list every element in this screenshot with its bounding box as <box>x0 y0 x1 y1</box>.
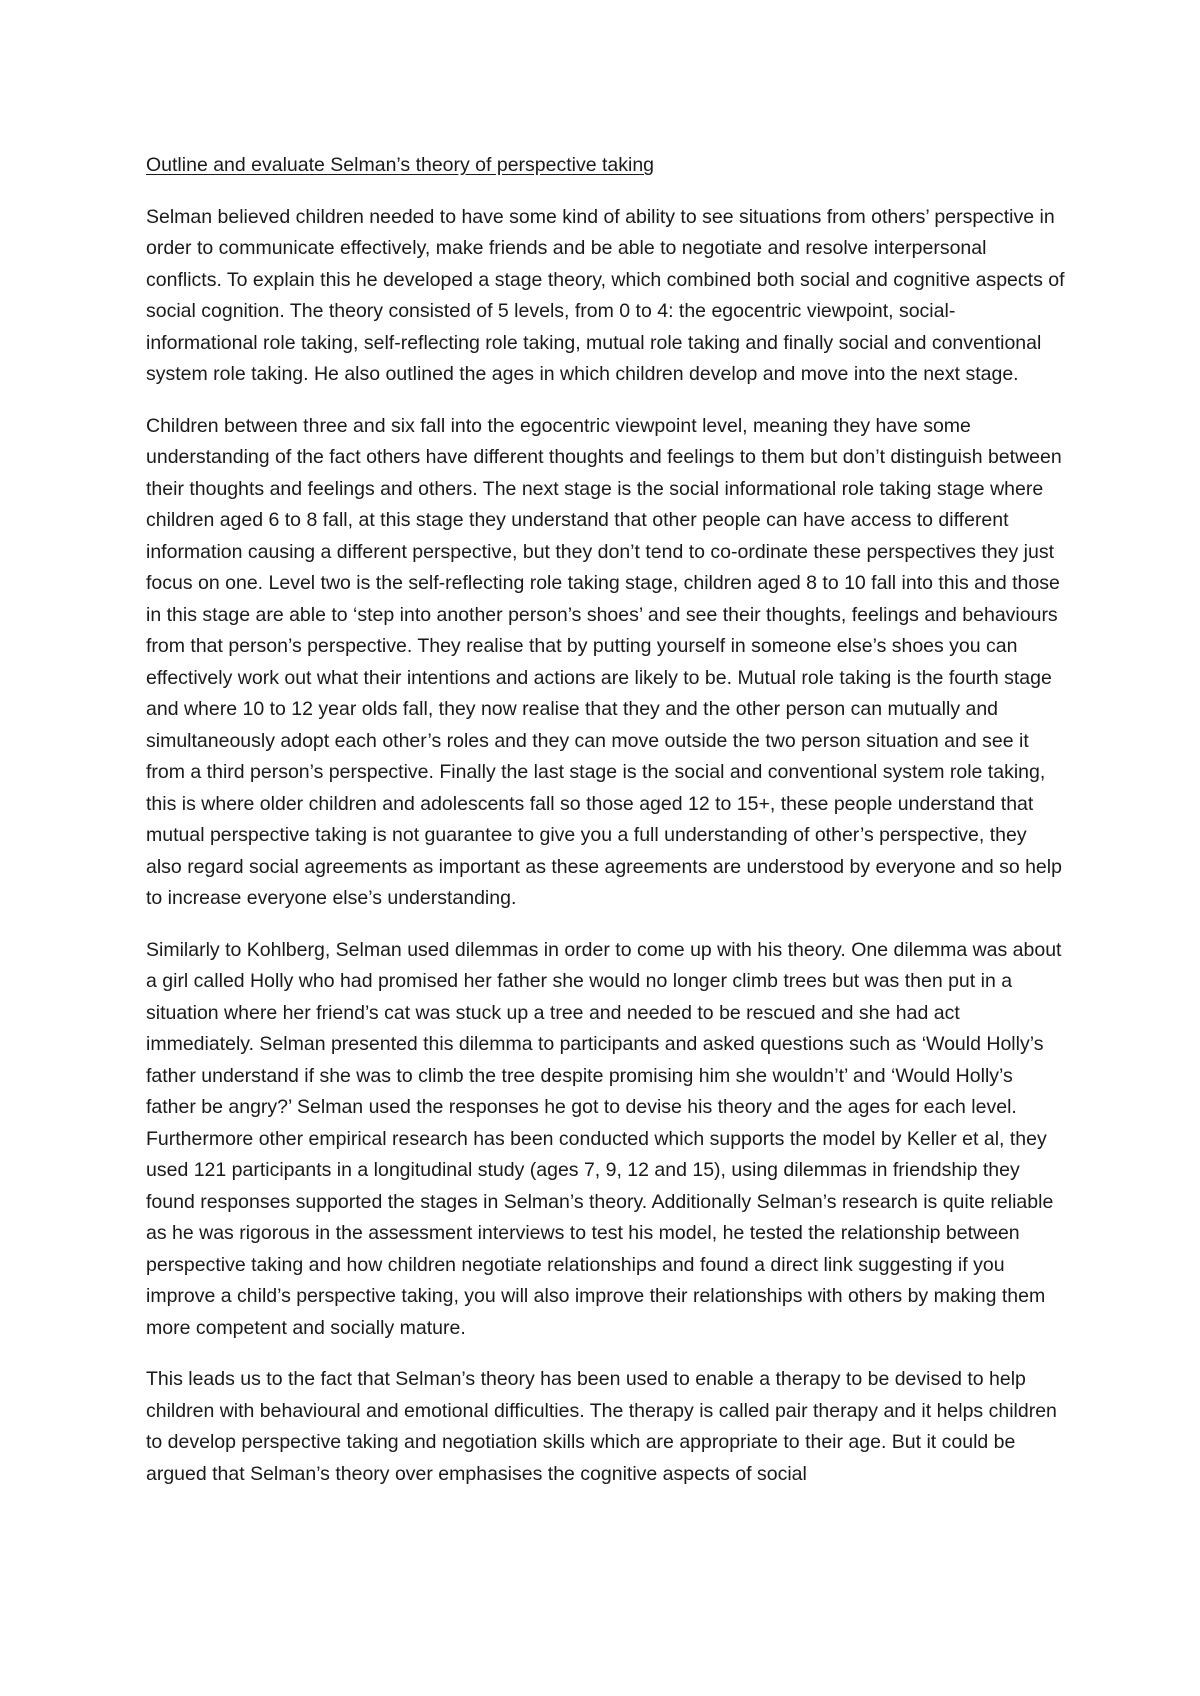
paragraph-therapy: This leads us to the fact that Selman’s theory has been used to enable a therapy to be devised to help children with behavioural and emotional difficulties. The therapy is called pair therapy and it helps children to develop perspective taking and negotiation skills which are appropriate to their age. But it could be argued that Selman’s theory over emphasises the cognitive aspects of social <box>146 1368 1057 1485</box>
document-title: Outline and evaluate Selman’s theory of perspective taking <box>146 154 655 176</box>
paragraph-evidence: Similarly to Kohlberg, Selman used dilemmas in order to come up with his theory. One dilemma was about a girl called Holly who had promised her father she would no longer climb trees but was then put in a situation where her friend’s cat was stuck up a tree and needed to be rescued and she had act immediately. Selman presented this dilemma to participants and asked questions such as ‘Would Holly’s father understand if she was to climb the tree despite promising him she wouldn’t’ and ‘Would Holly’s father be angry?’ Selman used the responses he got to devise his theory and the ages for each level. Furthermore other empirical research has been conducted which supports the model by Keller et al, they used 121 participants in a longitudinal study (ages 7, 9, 12 and 15), using dilemmas in friendship they found responses supported the stages in Selman’s theory. Additionally Selman’s research is quite reliable as he was rigorous in the assessment interviews to test his model, he tested the relationship between perspective taking and how children negotiate relationships and found a direct link suggesting if you improve a child’s perspective taking, you will also improve their relationships with others by making them more competent and socially mature. <box>146 938 1062 1339</box>
document-body <box>146 150 1066 1510</box>
paragraph-stages: Children between three and six fall into the egocentric viewpoint level, meaning they have some understanding of the fact others have different thoughts and feelings to them but don’t distinguish between their thoughts and feelings and others. The next stage is the social informational role taking stage where children aged 6 to 8 fall, at this stage they understand that other people can have access to different information causing a different perspective, but they don’t tend to co-ordinate these perspectives they just focus on one. Level two is the self-reflecting role taking stage, children aged 8 to 10 fall into this and those in this stage are able to ‘step into another person’s shoes’ and see their thoughts, feelings and behaviours from that person’s perspective. They realise that by putting yourself in someone else’s shoes you can effectively work out what their intentions and actions are likely to be. Mutual role taking is the fourth stage and where 10 to 12 year olds fall, they now realise that they and the other person can mutually and simultaneously adopt each other’s roles and they can move outside the two person situation and see it from a third person’s perspective. Finally the last stage is the social and conventional system role taking, this is where older children and adolescents fall so those aged 12 to 15+, these people understand that mutual perspective taking is not guarantee to give you a full understanding of other’s perspective, they also regard social agreements as important as these agreements are understood by everyone and so help to increase everyone else’s understanding. <box>146 414 1062 909</box>
paragraph-intro: Selman believed children needed to have some kind of ability to see situations from others’ perspective in order to communicate effectively, make friends and be able to negotiate and resolve interpersonal conflicts. To explain this he developed a stage theory, which combined both social and cognitive aspects of social cognition. The theory consisted of 5 levels, from 0 to 4: the egocentric viewpoint, social-informational role taking, self-reflecting role taking, mutual role taking and finally social and conventional system role taking. He also outlined the ages in which children develop and move into the next stage. <box>146 205 1065 385</box>
